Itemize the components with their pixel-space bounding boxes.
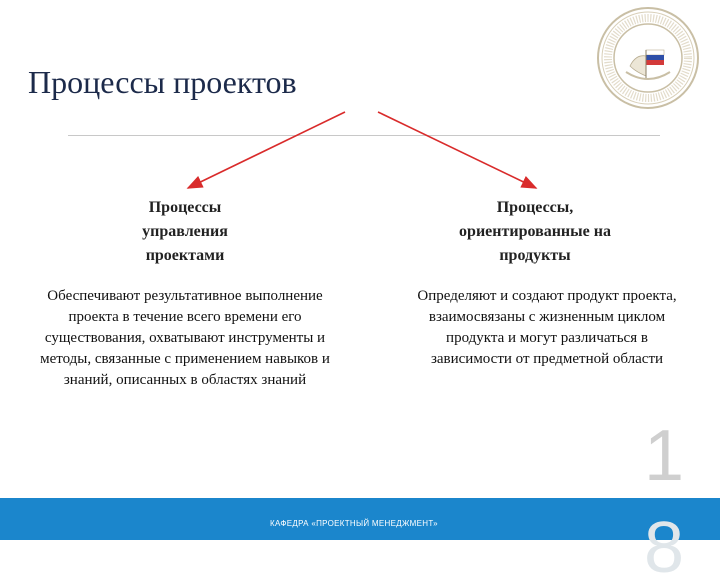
left-description: Обеспечивают результативное выполнение проекта в течение всего времени его существования, охватывают инструменты и методы, связанные с применением навыков и знаний, описанных в областях знаний (40, 288, 330, 388)
right-heading: Процессы, ориентированные на продукты (459, 199, 611, 264)
slide-number-overflow: 8 (644, 508, 685, 588)
arrow-right (378, 112, 536, 188)
right-description: Определяют и создают продукт проекта, взаимосвязаны с жизненным циклом продукта и могут различаться в зависимости от предметной области (417, 288, 677, 367)
page-title: Процессы проектов (28, 64, 297, 100)
slide-number: 1 (644, 416, 685, 496)
footer-text: КАФЕДРА «ПРОЕКТНЫЙ МЕНЕДЖМЕНТ» (270, 519, 438, 528)
left-heading: Процессы управления проектами (142, 199, 228, 264)
arrow-left (188, 112, 345, 188)
